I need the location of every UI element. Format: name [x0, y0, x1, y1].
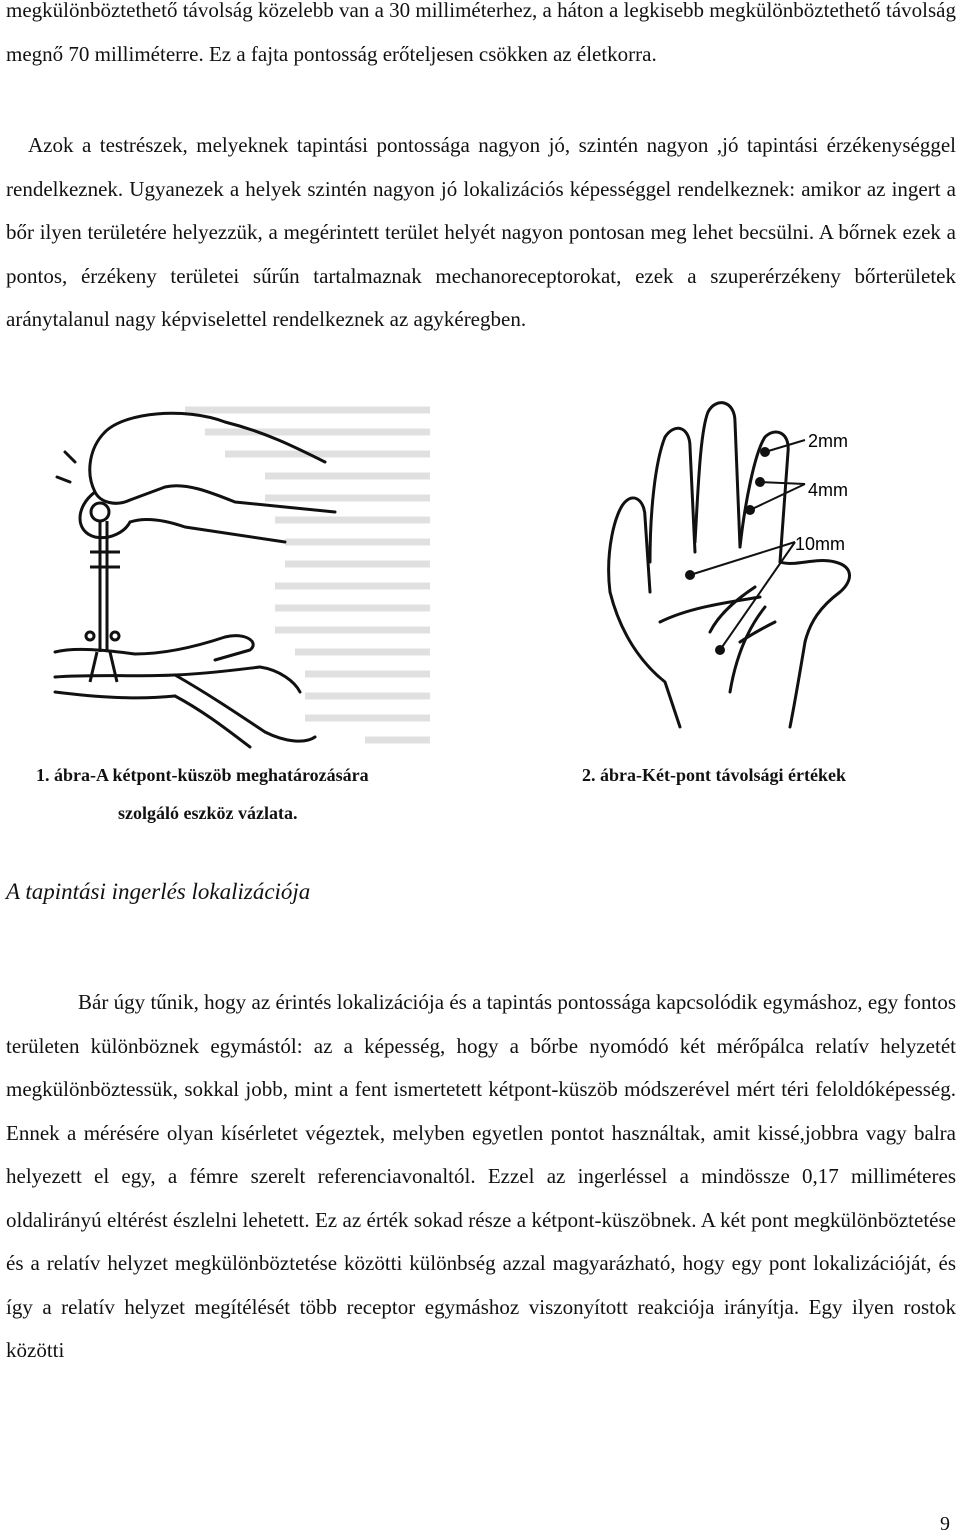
lower-hand — [55, 636, 315, 747]
section-heading: A tapintási ingerlés lokalizációja — [6, 879, 311, 904]
palm-outline — [609, 403, 850, 727]
paragraph-localization: Bár úgy tűnik, hogy az érintés lokalizációja és a tapintás pontossága kapcsolódik egymáshoz, egy fontos területen különböznek egymástól: az a képesség, hogy a bőrbe nyomódó két mérőpálca relatív helyzetét megkülönböztessük, sokkal jobb, mint a fent ismertetett kétpont-küszöb módszerével mért téri feloldóképesség. Ennek a mérésére olyan kísérletet végeztek, melyben egyetlen pontot használtak, amit kissé,jobbra vagy balra helyezett el egy, a fémre szerelt referenciavonaltól. Ezzel az ingerléssel a mindössze 0,17 milliméteres oldalirányú eltérést észlelni lehetett. Ez az érték sokad része a kétpont-küszöbnek. A két pont megkülönböztetése és a relatív helyzet megkülönböztetése közötti különbség azzal magyarázható, hogy egy pont lokalizációját, és így a relatív helyzet megítélését több receptor egymáshoz viszonyított reakciója irányítja. Egy ilyen rostok közötti — [6, 990, 956, 1362]
label-2mm: 2mm — [808, 431, 848, 451]
caliper-hand-drawing — [35, 392, 435, 752]
figure1-caption-line1: 1. ábra-A kétpont-küszöb meghatározására — [36, 765, 369, 785]
page-number: 9 — [940, 1513, 950, 1535]
figure-caliper-illustration — [35, 392, 435, 752]
paragraph-precision: Azok a testrészek, melyeknek tapintási pontossága nagyon jó, szintén nagyon ,jó tapintási érzékenységgel rendelkeznek. Ugyanezek a helyek szintén nagyon jó lokalizációs képességgel rendelkeznek: amikor az ingert a bőr ilyen területére helyezzük, a megérintett terület helyét nagyon pontosan meg lehet becsülni. A bőrnek ezek a pontos, érzékeny területei sűrűn tartalmaznak mechanoreceptorokat, ezek a szuperérzékeny bőrterületek aránytalanul nagy képviselettel rendelkeznek az agykéregben. — [6, 133, 956, 332]
paragraph-continuation: megkülönböztethető távolság közelebb van a 30 milliméterhez, a háton a legkisebb megkülönböztethető távolság megnő 70 milliméterre. Ez a fajta pontosság erőteljesen csökken az életkorra. — [6, 0, 956, 66]
figure2-caption: 2. ábra-Két-pont távolsági értékek — [582, 765, 846, 785]
label-10mm: 10mm — [795, 534, 846, 554]
figure1-caption-line2: szolgáló eszköz vázlata. — [118, 803, 298, 823]
caliper-instrument — [86, 503, 120, 682]
palm-drawing — [590, 392, 890, 737]
label-4mm: 4mm — [808, 480, 848, 500]
figure-palm-distances — [590, 392, 890, 737]
background-text-lines — [185, 410, 430, 740]
